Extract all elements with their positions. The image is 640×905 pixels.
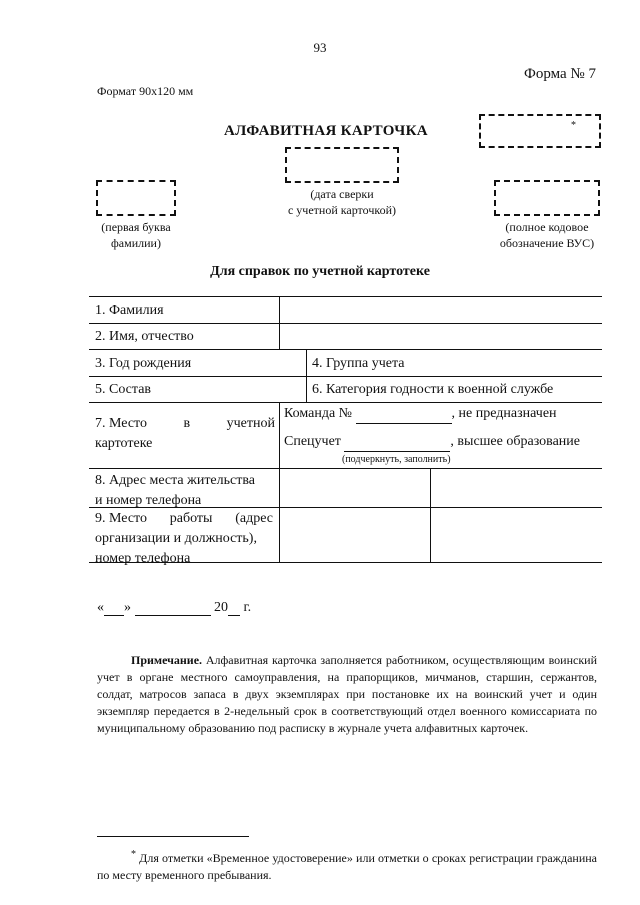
signature-date: « » 20 г. <box>97 600 252 615</box>
day-blank[interactable] <box>104 601 124 616</box>
place-label: 7. Место в учетной картотеке <box>95 416 275 451</box>
team-number-blank[interactable] <box>356 407 452 424</box>
name-field[interactable] <box>282 324 600 348</box>
card-subtitle: Для справок по учетной картотеке <box>210 264 430 279</box>
work-label: 9. Место работы (адрес организации и должность), номер телефона <box>95 511 273 566</box>
vus-code-caption: (полное кодовое обозначение ВУС) <box>499 220 595 250</box>
address-field[interactable] <box>282 469 428 506</box>
name-label: 2. Имя, отчество <box>95 329 194 344</box>
top-right-box[interactable] <box>479 114 601 148</box>
form-number: Форма № 7 <box>524 66 596 82</box>
address-label: 8. Адрес места жительства и номер телефона <box>95 473 255 508</box>
surname-field[interactable] <box>282 297 600 322</box>
card-title: АЛФАВИТНАЯ КАРТОЧКА <box>224 123 428 139</box>
vus-code-box[interactable] <box>494 180 600 216</box>
phone-field[interactable] <box>433 469 600 506</box>
team-line: Команда № , не предназначен <box>284 404 557 424</box>
birth-year-label: 3. Год рождения <box>95 356 192 371</box>
date-check-box[interactable] <box>285 147 399 183</box>
note-paragraph: Примечание. Алфавитная карточка заполняется работником, осуществляющим воинский учет в органе местного самоуправления, на прапорщиков, мичманов, старшин, сержантов, солдат, матросов запаса в двух экземплярах при постановке их на воинский учет и один экземпляр передается в 2-недельный срок в соответствующий отдел военного комиссариата по муниципальному образованию под расписку в журнале учета алфавитных карточек. <box>97 653 597 735</box>
special-line: Спецучет , высшее образование <box>284 432 580 452</box>
footnote-text: * Для отметки «Временное удостоверение» или отметки о сроках регистрации гражданина по месту временного пребывания. <box>97 849 597 882</box>
footnote-separator <box>97 836 249 837</box>
first-letter-caption: (первая буква фамилии) <box>101 220 171 250</box>
surname-label: 1. Фамилия <box>95 303 164 318</box>
group-label: 4. Группа учета <box>312 356 405 371</box>
date-check-caption: (дата сверки с учетной карточкой) <box>287 187 397 217</box>
first-letter-box[interactable] <box>96 180 176 216</box>
year-blank[interactable] <box>228 601 240 616</box>
fitness-label: 6. Категория годности к военной службе <box>312 382 554 397</box>
work-field[interactable] <box>282 508 428 561</box>
asterisk-mark: * <box>571 120 576 131</box>
work-phone-field[interactable] <box>433 508 600 561</box>
month-blank[interactable] <box>135 601 211 616</box>
underline-hint: (подчеркнуть, заполнить) <box>342 454 451 465</box>
composition-label: 5. Состав <box>95 382 152 397</box>
page-number: 93 <box>313 40 327 55</box>
format-label: Формат 90х120 мм <box>97 84 194 98</box>
